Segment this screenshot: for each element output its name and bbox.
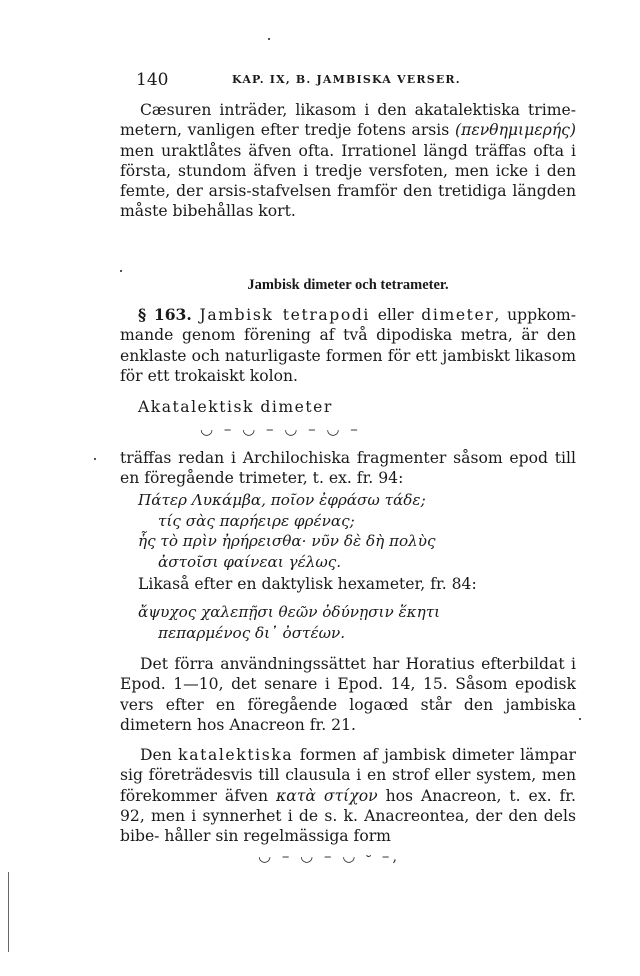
section-sign: § [138, 305, 147, 324]
metrical-scheme: ◡ – ◡ – ◡ – ◡ – [200, 420, 361, 438]
section-number: 163. [153, 305, 192, 324]
text-line: måste bibehållas kort. [120, 202, 296, 221]
greek-quote-fr84 [138, 602, 440, 643]
section-title: Jambisk dimeter och tetrameter. [247, 277, 449, 293]
text-line: femte, der arsis-stafvelsen framför den tretidiga längden [120, 182, 576, 201]
speck-mark [268, 38, 270, 40]
text-line: första, stundom äfven i tredje versfoten, men icke i den [120, 161, 576, 180]
greek-term: κατὰ στίχον [276, 786, 378, 805]
greek-verse: τίς σὰς παρήειρε φρένας; [158, 511, 355, 530]
speck-mark [120, 270, 122, 272]
spaced-term: dimeter [421, 306, 495, 324]
paragraph-163 [120, 305, 576, 386]
text-fragment: eller [370, 306, 422, 324]
text-line: förekommer äfven [120, 786, 269, 805]
page-number: 140 [136, 70, 169, 90]
paragraph-horatius [120, 654, 576, 735]
text-line: vers efter en föregående logaœd står den jambiska dimetern [120, 695, 576, 734]
running-head: KAP. IX, B. JAMBISKA VERSER. [232, 73, 461, 86]
greek-term: (πενθημιμερής) [455, 121, 576, 140]
text-fragment: Den [140, 746, 179, 764]
greek-verse: ἄψυχος χαλεπῇσι θεῶν ὀδύνῃσιν ἕκητι [138, 603, 441, 621]
text-line: metern, vanligen efter tredje fotens arsis [120, 121, 450, 140]
greek-verse: Πάτερ Λυκάμβα, ποῖον ἐφράσω τάδε; [138, 491, 426, 509]
text-line: formen af jambisk dimeter lämpar [299, 746, 576, 764]
speck-mark [579, 718, 581, 720]
text-line: håller sin regelmässiga form [164, 827, 391, 846]
paragraph-archilochus [120, 448, 576, 489]
text-line: för ett trokaiskt kolon. [120, 366, 299, 385]
text-line: men uraktlåtes äfven ofta. Irrationel längd träffas ofta i [120, 141, 576, 160]
akatalektisk-label: Akatalektisk dimeter [138, 398, 333, 416]
page-header [136, 70, 576, 90]
text-line: Det förra användningssättet har Horatius efterbildat i [140, 655, 576, 673]
text-line: Epod. 1—10, det senare i Epod. 14, 15. Såsom epodisk [120, 675, 576, 694]
spaced-term: Jambisk tetrapodi [199, 306, 371, 324]
spaced-term: katalektiska [178, 746, 294, 764]
text-line: mande genom förening af två dipodiska metra, är den [120, 326, 576, 345]
greek-verse: πεπαρμένος δι᾽ ὀστέων. [158, 623, 346, 642]
text-line: föregående trimeter, t. ex. fr. 94: [144, 469, 404, 488]
paragraph-katalektisk [120, 745, 576, 846]
text-line: hos Anacreon, t. ex. fr. 92, [120, 786, 576, 825]
metrical-scheme: ◡ – ◡ – ◡ ⏑ –, [258, 847, 401, 865]
text-line: Cæsuren inträder, likasom i den akatalektiska trime- [140, 101, 576, 119]
margin-edge-mark [8, 872, 9, 952]
text-line: men i synnerhet i de s. k. Anacreontea, der den dels bibe- [120, 806, 576, 846]
text-line: hos Anacreon fr. 21. [196, 715, 356, 734]
paragraph-caesura [120, 100, 576, 222]
likasa-line: Likaså efter en daktylisk hexameter, fr. 84: [138, 575, 477, 593]
greek-verse: ἀστοῖσι φαίνεαι γέλως. [158, 552, 342, 571]
speck-mark [94, 458, 96, 460]
text-line: enklaste och naturligaste formen för ett jambiskt likasom [120, 346, 576, 365]
text-fragment: , uppkom- [494, 306, 576, 324]
text-line: sig företrädesvis till clausula i en strof eller system, men [120, 766, 576, 785]
text-line: träffas redan i Archilochiska fragmenter såsom epod till en [120, 449, 576, 488]
greek-quote-fr94 [138, 490, 436, 572]
greek-verse: ἧς τὸ πρὶν ἠρήρεισθα· νῦν δὲ δὴ πολὺς [138, 532, 436, 550]
